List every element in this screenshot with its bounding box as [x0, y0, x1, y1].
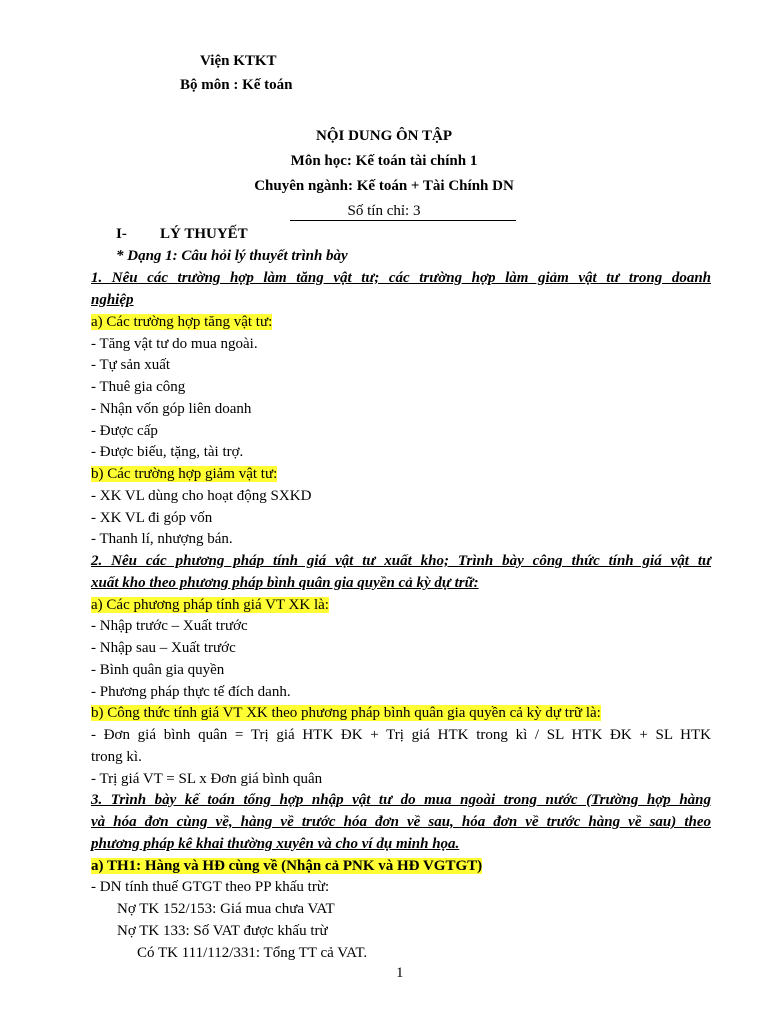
q3-title-line3: phương pháp kê khai thường xuyên và cho ví dụ minh họa. [91, 836, 460, 852]
list-item: - Tăng vật tư do mua ngoài. [91, 336, 258, 352]
q2-title-line1: 2. Nêu các phương pháp tính giá vật tư xuất kho; Trình bày công thức tính giá vật tư [91, 553, 711, 569]
list-item: - Nhập trước – Xuất trước [91, 618, 248, 634]
title-underline [290, 220, 516, 221]
q1-a-heading: a) Các trường hợp tăng vật tư: [91, 314, 273, 330]
q2-b-heading: b) Công thức tính giá VT XK theo phương pháp bình quân gia quyền cả kỳ dự trữ là: [91, 705, 601, 721]
list-item: - Nhận vốn góp liên doanh [91, 401, 252, 417]
formula-line: trong kì. [91, 749, 142, 765]
formula-line: - Trị giá VT = SL x Đơn giá bình quân [91, 771, 323, 787]
list-item: - Phương pháp thực tế đích danh. [91, 684, 291, 700]
tax-method-line: - DN tính thuế GTGT theo PP khấu trừ: [91, 879, 330, 895]
q3-title-line1: 3. Trình bày kế toán tổng hợp nhập vật tư do mua ngoài trong nước (Trường hợp hàng [91, 792, 711, 808]
question-type-heading: * Dạng 1: Câu hỏi lý thuyết trình bày [116, 248, 348, 264]
q1-title-line2: nghiệp [91, 292, 134, 308]
department-name: Bộ môn : Kế toán [180, 77, 293, 93]
journal-entry-debit: Nợ TK 133: Số VAT được khấu trừ [117, 923, 328, 939]
q1-b-heading: b) Các trường hợp giảm vật tư: [91, 466, 278, 482]
section-heading: LÝ THUYẾT [160, 226, 248, 242]
q1-title-line1: 1. Nêu các trường hợp làm tăng vật tư; các trường hợp làm giảm vật tư trong doanh [91, 270, 711, 286]
list-item: - XK VL đi góp vốn [91, 510, 213, 526]
q3-title-line2: và hóa đơn cùng về, hàng về trước hóa đơn về sau, hóa đơn về trước hàng về sau) theo [91, 814, 711, 830]
credits-line: Số tín chỉ: 3 [347, 203, 421, 219]
journal-entry-credit: Có TK 111/112/331: Tổng TT cả VAT. [137, 945, 368, 961]
major-line: Chuyên ngành: Kế toán + Tài Chính DN [254, 178, 514, 194]
q2-a-heading: a) Các phương pháp tính giá VT XK là: [91, 597, 329, 613]
q2-title-line2: xuất kho theo phương pháp bình quân gia quyền cả kỳ dự trữ: [91, 575, 479, 591]
subject-line: Môn học: Kế toán tài chính 1 [290, 153, 478, 169]
list-item: - Được biếu, tặng, tài trợ. [91, 444, 244, 460]
section-number: I- [116, 226, 127, 242]
list-item: - Thuê gia công [91, 379, 186, 395]
list-item: - Tự sản xuất [91, 357, 171, 373]
list-item: - Nhập sau – Xuất trước [91, 640, 236, 656]
q3-a-heading: a) TH1: Hàng và HĐ cùng về (Nhận cả PNK và HĐ VGTGT) [91, 858, 483, 874]
document-title: NỘI DUNG ÔN TẬP [316, 128, 452, 144]
page-number: 1 [396, 965, 404, 981]
institute-name: Viện KTKT [200, 53, 277, 69]
list-item: - Bình quân gia quyền [91, 662, 225, 678]
journal-entry-debit: Nợ TK 152/153: Giá mua chưa VAT [117, 901, 335, 917]
list-item: - Được cấp [91, 423, 158, 439]
list-item: - XK VL dùng cho hoạt động SXKD [91, 488, 312, 504]
formula-line: - Đơn giá bình quân = Trị giá HTK ĐK + Trị giá HTK trong kì / SL HTK ĐK + SL HTK [91, 727, 711, 743]
list-item: - Thanh lí, nhượng bán. [91, 531, 233, 547]
